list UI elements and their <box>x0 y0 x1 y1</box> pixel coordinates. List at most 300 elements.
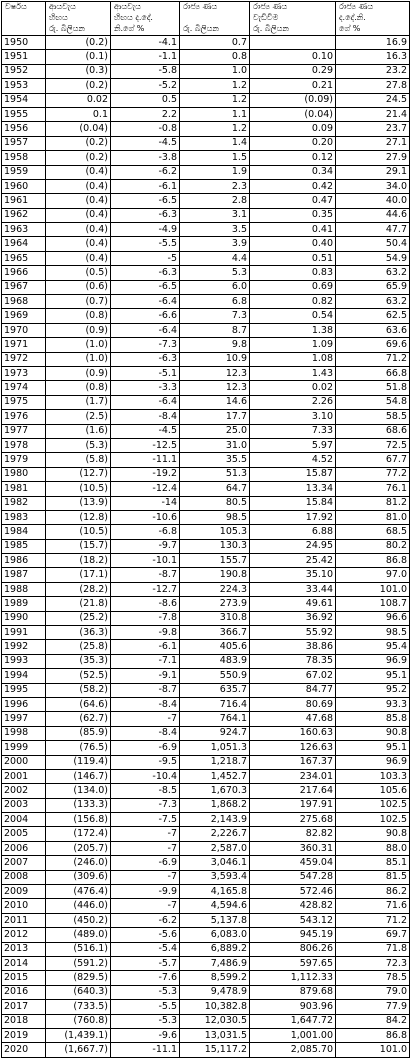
table-row <box>2 323 410 337</box>
debt-pct-cell: 105.6 <box>336 784 410 798</box>
deficit-cell: (0.8) <box>46 381 111 395</box>
debt-pct-cell: 93.3 <box>336 697 410 711</box>
debt-increase-cell: (0.09) <box>250 93 336 107</box>
deficit-pct-cell: -6.1 <box>111 179 180 193</box>
debt-increase-cell: 15.84 <box>250 496 336 510</box>
debt-increase-cell: 879.68 <box>250 985 336 999</box>
debt-pct-cell: 23.2 <box>336 64 410 78</box>
debt-cell: 6.8 <box>180 295 250 309</box>
year-cell: 2012 <box>2 928 46 942</box>
deficit-cell: (476.4) <box>46 885 111 899</box>
debt-pct-cell: 71.6 <box>336 899 410 913</box>
year-cell: 1962 <box>2 208 46 222</box>
debt-pct-cell: 84.2 <box>336 1014 410 1028</box>
deficit-cell: (21.8) <box>46 597 111 611</box>
debt-pct-cell: 80.2 <box>336 539 410 553</box>
deficit-cell: (1,439.1) <box>46 1028 111 1042</box>
table-row <box>2 841 410 855</box>
table-row <box>2 597 410 611</box>
year-cell: 1950 <box>2 36 46 50</box>
year-cell: 1996 <box>2 697 46 711</box>
table-row <box>2 482 410 496</box>
debt-cell: 716.4 <box>180 697 250 711</box>
deficit-pct-cell: -3.3 <box>111 381 180 395</box>
debt-cell: 1.2 <box>180 93 250 107</box>
header-year-unit <box>2 24 46 36</box>
table-row <box>2 539 410 553</box>
debt-cell: 15,117.2 <box>180 1043 250 1057</box>
debt-pct-cell: 102.5 <box>336 798 410 812</box>
debt-cell: 51.3 <box>180 467 250 481</box>
table-row <box>2 352 410 366</box>
header-row-2 <box>2 13 410 24</box>
debt-cell: 3,046.1 <box>180 856 250 870</box>
debt-pct-cell: 54.9 <box>336 251 410 265</box>
debt-cell: 1.1 <box>180 107 250 121</box>
deficit-cell: (0.6) <box>46 280 111 294</box>
deficit-pct-cell: -3.8 <box>111 151 180 165</box>
year-cell: 2017 <box>2 1000 46 1014</box>
debt-pct-cell: 21.4 <box>336 107 410 121</box>
year-cell: 1995 <box>2 683 46 697</box>
debt-pct-cell: 71.8 <box>336 942 410 956</box>
debt-pct-cell: 102.5 <box>336 813 410 827</box>
header-deficit: ආයවැය <box>46 2 111 14</box>
debt-pct-cell: 86.8 <box>336 1028 410 1042</box>
deficit-pct-cell: -14 <box>111 496 180 510</box>
deficit-cell: (0.2) <box>46 36 111 50</box>
table-row <box>2 79 410 93</box>
header-debt-unit: රු. බිලියන <box>180 24 250 36</box>
table-row <box>2 251 410 265</box>
deficit-pct-cell: -6.3 <box>111 208 180 222</box>
debt-increase-cell: 84.77 <box>250 683 336 697</box>
deficit-pct-cell: -10.6 <box>111 510 180 524</box>
debt-increase-cell: 275.68 <box>250 813 336 827</box>
table-row <box>2 784 410 798</box>
debt-increase-cell: 428.82 <box>250 899 336 913</box>
deficit-cell: (15.7) <box>46 539 111 553</box>
table-row <box>2 165 410 179</box>
year-cell: 1988 <box>2 582 46 596</box>
year-cell: 1959 <box>2 165 46 179</box>
table-row <box>2 280 410 294</box>
deficit-pct-cell: -11.1 <box>111 453 180 467</box>
year-cell: 1954 <box>2 93 46 107</box>
debt-cell: 3,593.4 <box>180 870 250 884</box>
debt-increase-cell: 33.44 <box>250 582 336 596</box>
debt-cell: 3.5 <box>180 223 250 237</box>
deficit-cell: (733.5) <box>46 1000 111 1014</box>
deficit-pct-cell: -7.3 <box>111 338 180 352</box>
debt-pct-cell: 86.8 <box>336 554 410 568</box>
year-cell: 2000 <box>2 755 46 769</box>
debt-increase-cell: 0.41 <box>250 223 336 237</box>
debt-pct-cell: 97.0 <box>336 568 410 582</box>
year-cell: 1999 <box>2 741 46 755</box>
table-row <box>2 640 410 654</box>
table-row <box>2 107 410 121</box>
debt-increase-cell <box>250 36 336 50</box>
table-row <box>2 208 410 222</box>
deficit-cell: (0.4) <box>46 251 111 265</box>
deficit-pct-cell: -6.2 <box>111 165 180 179</box>
deficit-cell: (5.8) <box>46 453 111 467</box>
table-row <box>2 554 410 568</box>
deficit-pct-cell: -9.7 <box>111 539 180 553</box>
header-row-1 <box>2 2 410 14</box>
debt-increase-cell: 1,112.33 <box>250 971 336 985</box>
debt-pct-cell: 96.9 <box>336 755 410 769</box>
table-row <box>2 50 410 64</box>
deficit-pct-cell: -6.4 <box>111 395 180 409</box>
year-cell: 2011 <box>2 913 46 927</box>
debt-pct-cell: 63.2 <box>336 295 410 309</box>
debt-increase-cell: 1.38 <box>250 323 336 337</box>
debt-cell: 6,889.2 <box>180 942 250 956</box>
year-cell: 2001 <box>2 769 46 783</box>
debt-pct-cell: 65.9 <box>336 280 410 294</box>
year-cell: 2007 <box>2 856 46 870</box>
deficit-cell: (12.7) <box>46 467 111 481</box>
table-row <box>2 410 410 424</box>
debt-cell: 6,083.0 <box>180 928 250 942</box>
debt-increase-cell: 0.69 <box>250 280 336 294</box>
table-row <box>2 957 410 971</box>
table-row <box>2 741 410 755</box>
deficit-cell: (0.4) <box>46 165 111 179</box>
debt-increase-cell: 6.88 <box>250 525 336 539</box>
deficit-pct-cell: -5.5 <box>111 237 180 251</box>
debt-pct-cell: 71.2 <box>336 352 410 366</box>
year-cell: 1967 <box>2 280 46 294</box>
debt-increase-cell: 2.26 <box>250 395 336 409</box>
deficit-pct-cell: -7.1 <box>111 654 180 668</box>
debt-cell: 6.0 <box>180 280 250 294</box>
table-row <box>2 194 410 208</box>
deficit-cell: (25.8) <box>46 640 111 654</box>
debt-pct-cell: 88.0 <box>336 841 410 855</box>
header-debt-pct: රාජ්‍ය ණය <box>336 2 410 14</box>
deficit-cell: (0.7) <box>46 295 111 309</box>
table-row <box>2 122 410 136</box>
header-debt-increase-sub: වැඩිවීම <box>250 13 336 24</box>
deficit-pct-cell: -8.5 <box>111 784 180 798</box>
deficit-cell: (0.8) <box>46 309 111 323</box>
year-cell: 1963 <box>2 223 46 237</box>
debt-increase-cell: 160.63 <box>250 726 336 740</box>
deficit-cell: (35.3) <box>46 654 111 668</box>
year-cell: 1966 <box>2 266 46 280</box>
deficit-cell: (0.2) <box>46 151 111 165</box>
year-cell: 1956 <box>2 122 46 136</box>
debt-increase-cell: 78.35 <box>250 654 336 668</box>
deficit-cell: (76.5) <box>46 741 111 755</box>
table-row <box>2 453 410 467</box>
debt-increase-cell: (0.04) <box>250 107 336 121</box>
debt-cell: 924.7 <box>180 726 250 740</box>
debt-increase-cell: 0.12 <box>250 151 336 165</box>
debt-pct-cell: 71.2 <box>336 913 410 927</box>
debt-cell: 3.1 <box>180 208 250 222</box>
debt-increase-cell: 1.08 <box>250 352 336 366</box>
year-cell: 1960 <box>2 179 46 193</box>
deficit-pct-cell: -7.3 <box>111 798 180 812</box>
deficit-cell: (0.5) <box>46 266 111 280</box>
deficit-cell: (5.3) <box>46 438 111 452</box>
deficit-cell: (450.2) <box>46 913 111 927</box>
debt-pct-cell: 79.0 <box>336 985 410 999</box>
header-debt-pct-unit: ගේ % <box>336 24 410 36</box>
debt-pct-cell: 81.5 <box>336 870 410 884</box>
table-row <box>2 266 410 280</box>
deficit-pct-cell: -9.6 <box>111 1028 180 1042</box>
debt-cell: 190.8 <box>180 568 250 582</box>
debt-pct-cell: 101.0 <box>336 1043 410 1057</box>
table-row <box>2 381 410 395</box>
deficit-pct-cell: 0.5 <box>111 93 180 107</box>
table-row <box>2 985 410 999</box>
year-cell: 1993 <box>2 654 46 668</box>
debt-pct-cell: 86.2 <box>336 885 410 899</box>
table-row <box>2 654 410 668</box>
deficit-pct-cell: -6.5 <box>111 280 180 294</box>
debt-pct-cell: 101.0 <box>336 582 410 596</box>
table-row <box>2 769 410 783</box>
debt-increase-cell: 0.82 <box>250 295 336 309</box>
year-cell: 1987 <box>2 568 46 582</box>
table-row <box>2 295 410 309</box>
deficit-pct-cell: -6.3 <box>111 352 180 366</box>
debt-pct-cell: 85.8 <box>336 712 410 726</box>
deficit-cell: (146.7) <box>46 769 111 783</box>
debt-pct-cell: 27.9 <box>336 151 410 165</box>
deficit-cell: (134.0) <box>46 784 111 798</box>
debt-cell: 12.3 <box>180 366 250 380</box>
deficit-pct-cell: -5.3 <box>111 1014 180 1028</box>
deficit-cell: (62.7) <box>46 712 111 726</box>
debt-pct-cell: 81.2 <box>336 496 410 510</box>
debt-cell: 2.8 <box>180 194 250 208</box>
deficit-pct-cell: -5.1 <box>111 366 180 380</box>
deficit-cell: 0.02 <box>46 93 111 107</box>
year-cell: 1986 <box>2 554 46 568</box>
deficit-pct-cell: -9.8 <box>111 626 180 640</box>
debt-pct-cell: 69.7 <box>336 928 410 942</box>
deficit-pct-cell: -12.4 <box>111 482 180 496</box>
debt-increase-cell: 4.52 <box>250 453 336 467</box>
deficit-cell: (0.04) <box>46 122 111 136</box>
deficit-cell: (0.9) <box>46 366 111 380</box>
debt-pct-cell: 77.2 <box>336 467 410 481</box>
year-cell: 1982 <box>2 496 46 510</box>
table-row <box>2 568 410 582</box>
deficit-pct-cell: -5.2 <box>111 79 180 93</box>
debt-increase-cell: 572.46 <box>250 885 336 899</box>
deficit-pct-cell: -10.4 <box>111 769 180 783</box>
debt-pct-cell: 85.1 <box>336 856 410 870</box>
debt-increase-cell: 0.54 <box>250 309 336 323</box>
deficit-pct-cell: -7 <box>111 899 180 913</box>
deficit-pct-cell: -5.7 <box>111 957 180 971</box>
table-row <box>2 467 410 481</box>
debt-pct-cell: 78.5 <box>336 971 410 985</box>
year-cell: 1990 <box>2 611 46 625</box>
debt-increase-cell: 36.92 <box>250 611 336 625</box>
deficit-pct-cell: -6.4 <box>111 323 180 337</box>
deficit-cell: (205.7) <box>46 841 111 855</box>
year-cell: 1983 <box>2 510 46 524</box>
debt-cell: 13,031.5 <box>180 1028 250 1042</box>
debt-cell: 764.1 <box>180 712 250 726</box>
deficit-pct-cell: -9.5 <box>111 755 180 769</box>
table-row <box>2 971 410 985</box>
deficit-pct-cell: -4.1 <box>111 36 180 50</box>
header-year: වර්ෂය <box>2 2 46 14</box>
debt-cell: 80.5 <box>180 496 250 510</box>
table-row <box>2 151 410 165</box>
deficit-pct-cell: -5.8 <box>111 64 180 78</box>
deficit-cell: (18.2) <box>46 554 111 568</box>
table-row <box>2 93 410 107</box>
header-debt-pct-sub: ද.දේ.නි. <box>336 13 410 24</box>
year-cell: 2010 <box>2 899 46 913</box>
year-cell: 1961 <box>2 194 46 208</box>
year-cell: 1985 <box>2 539 46 553</box>
debt-cell: 1.9 <box>180 165 250 179</box>
debt-cell: 1,452.7 <box>180 769 250 783</box>
debt-increase-cell: 0.51 <box>250 251 336 265</box>
debt-pct-cell: 96.9 <box>336 654 410 668</box>
debt-cell: 17.7 <box>180 410 250 424</box>
year-cell: 1989 <box>2 597 46 611</box>
debt-increase-cell: 82.82 <box>250 827 336 841</box>
year-cell: 2003 <box>2 798 46 812</box>
table-row <box>2 827 410 841</box>
table-row <box>2 611 410 625</box>
year-cell: 1952 <box>2 64 46 78</box>
year-cell: 1977 <box>2 424 46 438</box>
year-cell: 2015 <box>2 971 46 985</box>
debt-cell: 0.8 <box>180 50 250 64</box>
debt-pct-cell: 68.6 <box>336 424 410 438</box>
debt-increase-cell: 0.40 <box>250 237 336 251</box>
debt-pct-cell: 27.1 <box>336 136 410 150</box>
debt-cell: 98.5 <box>180 510 250 524</box>
year-cell: 2004 <box>2 813 46 827</box>
debt-cell: 25.0 <box>180 424 250 438</box>
table-row <box>2 712 410 726</box>
year-cell: 2020 <box>2 1043 46 1057</box>
debt-cell: 1,051.3 <box>180 741 250 755</box>
deficit-cell: (172.4) <box>46 827 111 841</box>
table-row <box>2 755 410 769</box>
year-cell: 2019 <box>2 1028 46 1042</box>
deficit-cell: (0.2) <box>46 136 111 150</box>
deficit-cell: (64.6) <box>46 697 111 711</box>
year-cell: 2006 <box>2 841 46 855</box>
header-row-3 <box>2 24 410 36</box>
debt-pct-cell: 51.8 <box>336 381 410 395</box>
year-cell: 2009 <box>2 885 46 899</box>
debt-cell: 2,587.0 <box>180 841 250 855</box>
debt-pct-cell: 27.8 <box>336 79 410 93</box>
header-debt-increase: රාජ්‍ය ණය <box>250 2 336 14</box>
debt-increase-cell: 3.10 <box>250 410 336 424</box>
debt-cell: 310.8 <box>180 611 250 625</box>
year-cell: 1951 <box>2 50 46 64</box>
deficit-pct-cell: -10.1 <box>111 554 180 568</box>
deficit-pct-cell: -9.1 <box>111 669 180 683</box>
debt-increase-cell: 597.65 <box>250 957 336 971</box>
debt-increase-cell: 0.10 <box>250 50 336 64</box>
table-row <box>2 424 410 438</box>
table-row <box>2 64 410 78</box>
header-year-sub <box>2 13 46 24</box>
deficit-pct-cell: -8.7 <box>111 568 180 582</box>
table-row <box>2 813 410 827</box>
debt-pct-cell: 77.9 <box>336 1000 410 1014</box>
debt-pct-cell: 81.0 <box>336 510 410 524</box>
debt-pct-cell: 72.5 <box>336 438 410 452</box>
debt-cell: 7.3 <box>180 309 250 323</box>
debt-increase-cell: 1,001.00 <box>250 1028 336 1042</box>
debt-pct-cell: 16.9 <box>336 36 410 50</box>
header-debt: රාජ්‍ය ණය <box>180 2 250 14</box>
deficit-pct-cell: -6.9 <box>111 741 180 755</box>
debt-increase-cell: 547.28 <box>250 870 336 884</box>
header-debt-increase-unit: රු. බිලියන <box>250 24 336 36</box>
debt-pct-cell: 66.8 <box>336 366 410 380</box>
table-row <box>2 870 410 884</box>
debt-increase-cell: 0.29 <box>250 64 336 78</box>
year-cell: 1958 <box>2 151 46 165</box>
debt-pct-cell: 95.1 <box>336 741 410 755</box>
debt-cell: 7,486.9 <box>180 957 250 971</box>
deficit-pct-cell: -7 <box>111 870 180 884</box>
deficit-cell: (0.4) <box>46 223 111 237</box>
debt-cell: 635.7 <box>180 683 250 697</box>
deficit-cell: (246.0) <box>46 856 111 870</box>
debt-increase-cell: 167.37 <box>250 755 336 769</box>
table-row <box>2 223 410 237</box>
header-deficit-pct-unit: නි.ගේ % <box>111 24 180 36</box>
table-row <box>2 899 410 913</box>
debt-pct-cell: 63.2 <box>336 266 410 280</box>
table-row <box>2 438 410 452</box>
debt-cell: 1.4 <box>180 136 250 150</box>
debt-cell: 9,478.9 <box>180 985 250 999</box>
table-row <box>2 856 410 870</box>
debt-increase-cell: 17.92 <box>250 510 336 524</box>
year-cell: 1973 <box>2 366 46 380</box>
debt-cell: 130.3 <box>180 539 250 553</box>
deficit-cell: (17.1) <box>46 568 111 582</box>
table-row <box>2 928 410 942</box>
debt-cell: 1.2 <box>180 122 250 136</box>
debt-cell: 1.0 <box>180 64 250 78</box>
deficit-cell: (0.4) <box>46 179 111 193</box>
table-row <box>2 36 410 50</box>
deficit-cell: (2.5) <box>46 410 111 424</box>
debt-increase-cell: 1,647.72 <box>250 1014 336 1028</box>
deficit-pct-cell: -4.5 <box>111 424 180 438</box>
debt-increase-cell: 38.86 <box>250 640 336 654</box>
debt-cell: 366.7 <box>180 626 250 640</box>
debt-pct-cell: 90.8 <box>336 827 410 841</box>
debt-cell: 105.3 <box>180 525 250 539</box>
debt-cell: 2,143.9 <box>180 813 250 827</box>
